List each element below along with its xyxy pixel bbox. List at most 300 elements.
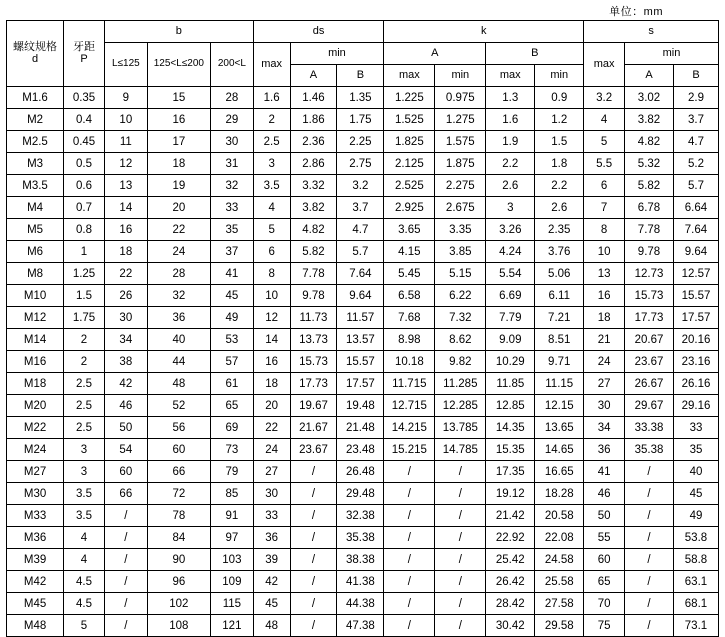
table-cell: 5 [64,615,105,637]
table-cell: 14.785 [435,439,486,461]
table-cell: / [384,615,435,637]
table-cell: 20.67 [625,329,674,351]
table-cell: / [384,549,435,571]
table-cell: 52 [147,395,210,417]
cell-thread-spec: M1.6 [7,87,64,109]
table-cell: 1.75 [64,307,105,329]
table-cell: 1 [64,241,105,263]
table-cell: 10.18 [384,351,435,373]
table-cell: 14 [104,197,147,219]
table-cell: 3.2 [584,87,625,109]
table-cell: 73.1 [673,615,718,637]
table-cell: 4 [64,527,105,549]
table-cell: 9.78 [290,285,337,307]
table-cell: 8 [253,263,290,285]
table-cell: 26.48 [337,461,384,483]
header-k-b: B [486,43,584,65]
table-cell: 15.73 [625,285,674,307]
table-cell: 5.54 [486,263,535,285]
table-cell: 79 [210,461,253,483]
table-row [7,153,719,175]
table-cell: 15.215 [384,439,435,461]
table-cell: 49 [673,505,718,527]
table-cell: 4.5 [64,571,105,593]
table-cell: / [290,461,337,483]
table-cell: 85 [210,483,253,505]
table-row [7,109,719,131]
table-row [7,87,719,109]
table-cell: 13.73 [290,329,337,351]
table-cell: 1.9 [486,131,535,153]
table-cell: 0.7 [64,197,105,219]
table-cell: 18.28 [535,483,584,505]
table-cell: 40 [673,461,718,483]
table-cell: 9.09 [486,329,535,351]
table-cell: 26.16 [673,373,718,395]
table-cell: 2.6 [535,197,584,219]
table-cell: 7.78 [625,219,674,241]
table-cell: 16 [147,109,210,131]
header-k-a-max: max [384,65,435,87]
table-cell: 2.525 [384,175,435,197]
table-cell: 108 [147,615,210,637]
table-cell: / [384,505,435,527]
table-cell: / [625,593,674,615]
table-cell: 36 [253,527,290,549]
table-cell: 1.35 [337,87,384,109]
table-cell: 8.98 [384,329,435,351]
table-cell: 38 [104,351,147,373]
header-group-k: k [384,21,584,43]
table-cell: 15.57 [337,351,384,373]
header-s-min-b: B [673,65,718,87]
table-cell: 11.285 [435,373,486,395]
table-cell: 1.825 [384,131,435,153]
table-cell: 2.2 [535,175,584,197]
table-cell: 3.85 [435,241,486,263]
table-cell: 2.5 [253,131,290,153]
table-cell: 29.16 [673,395,718,417]
table-cell: 5.15 [435,263,486,285]
table-cell: 36 [147,307,210,329]
table-cell: 121 [210,615,253,637]
table-cell: 2 [64,329,105,351]
table-cell: 23.16 [673,351,718,373]
table-cell: 66 [147,461,210,483]
table-cell: 17.35 [486,461,535,483]
table-cell: 8.62 [435,329,486,351]
table-cell: 46 [104,395,147,417]
table-cell: 11.57 [337,307,384,329]
cell-thread-spec: M33 [7,505,64,527]
table-cell: 2.5 [64,373,105,395]
table-cell: / [290,571,337,593]
table-cell: 14.215 [384,417,435,439]
table-cell: 24 [584,351,625,373]
table-cell: 24 [147,241,210,263]
table-cell: 7.21 [535,307,584,329]
cell-thread-spec: M16 [7,351,64,373]
header-s-min: min [625,43,719,65]
table-cell: 2 [64,351,105,373]
table-cell: 26.67 [625,373,674,395]
table-cell: 2.86 [290,153,337,175]
table-cell: / [625,549,674,571]
cell-thread-spec: M2 [7,109,64,131]
table-cell: 30 [584,395,625,417]
table-cell: 20 [147,197,210,219]
table-row [7,263,719,285]
table-cell: / [290,483,337,505]
table-cell: 10 [584,241,625,263]
table-cell: 6.78 [625,197,674,219]
table-cell: 12.85 [486,395,535,417]
table-row [7,549,719,571]
table-cell: 55 [584,527,625,549]
table-cell: 32.38 [337,505,384,527]
table-cell: 1.86 [290,109,337,131]
table-cell: 53.8 [673,527,718,549]
table-cell: 46 [584,483,625,505]
header-group-b: b [104,21,253,43]
table-cell: 28 [147,263,210,285]
table-cell: 9 [104,87,147,109]
table-cell: 4.7 [673,131,718,153]
table-cell: 33 [253,505,290,527]
table-row [7,527,719,549]
table-body [7,87,719,637]
table-cell: 34 [104,329,147,351]
table-cell: / [104,505,147,527]
header-s-min-a: A [625,65,674,87]
table-cell: 1.3 [486,87,535,109]
table-cell: 22.92 [486,527,535,549]
table-cell: 97 [210,527,253,549]
table-cell: 5.7 [673,175,718,197]
table-cell: 2.75 [337,153,384,175]
table-cell: / [290,593,337,615]
table-cell: 3 [64,461,105,483]
table-cell: 1.25 [64,263,105,285]
table-cell: 7.79 [486,307,535,329]
table-cell: 60 [584,549,625,571]
table-cell: 11 [104,131,147,153]
table-cell: 78 [147,505,210,527]
table-cell: 10 [253,285,290,307]
table-row [7,329,719,351]
table-cell: 16 [253,351,290,373]
table-cell: 28.42 [486,593,535,615]
table-cell: 15.35 [486,439,535,461]
table-cell: 42 [104,373,147,395]
table-cell: 22.08 [535,527,584,549]
table-cell: 57 [210,351,253,373]
table-row [7,197,719,219]
table-cell: 102 [147,593,210,615]
table-cell: 25.58 [535,571,584,593]
table-cell: 115 [210,593,253,615]
table-cell: 35.38 [337,527,384,549]
table-cell: 4 [64,549,105,571]
table-cell: 2.125 [384,153,435,175]
table-cell: 7.78 [290,263,337,285]
header-k-a: A [384,43,486,65]
table-cell: 5.32 [625,153,674,175]
table-cell: 68.1 [673,593,718,615]
table-cell: 37 [210,241,253,263]
table-cell: 10 [104,109,147,131]
table-cell: 20.16 [673,329,718,351]
table-cell: 5 [253,219,290,241]
table-cell: 11.85 [486,373,535,395]
table-cell: 21.48 [337,417,384,439]
table-cell: 3.32 [290,175,337,197]
table-cell: 5.2 [673,153,718,175]
table-cell: 3.7 [673,109,718,131]
table-cell: / [625,571,674,593]
table-cell: 31 [210,153,253,175]
table-cell: 6 [253,241,290,263]
table-cell: 36 [584,439,625,461]
table-cell: 21.67 [290,417,337,439]
table-cell: 2.925 [384,197,435,219]
header-s-max: max [584,43,625,87]
header-k-a-min: min [435,65,486,87]
cell-thread-spec: M6 [7,241,64,263]
table-cell: 16.65 [535,461,584,483]
table-cell: 0.4 [64,109,105,131]
table-cell: 18 [584,307,625,329]
table-cell: 91 [210,505,253,527]
table-cell: 13 [104,175,147,197]
table-cell: 13.57 [337,329,384,351]
table-cell: 29.67 [625,395,674,417]
table-cell: 14.35 [486,417,535,439]
table-cell: 56 [147,417,210,439]
table-cell: 0.8 [64,219,105,241]
header-ds-min-a: A [290,65,337,87]
table-cell: 22 [147,219,210,241]
header-group-s: s [584,21,719,43]
table-row [7,395,719,417]
table-cell: 44.38 [337,593,384,615]
table-cell: / [384,483,435,505]
table-cell: / [104,549,147,571]
cell-thread-spec: M4 [7,197,64,219]
table-row [7,241,719,263]
cell-thread-spec: M22 [7,417,64,439]
table-cell: 13 [584,263,625,285]
table-cell: 3.65 [384,219,435,241]
table-cell: / [384,527,435,549]
table-cell: 13.65 [535,417,584,439]
table-cell: 7.64 [673,219,718,241]
table-cell: / [435,505,486,527]
table-cell: 11.715 [384,373,435,395]
header-b-l200: 200<L [210,43,253,87]
table-cell: 47.38 [337,615,384,637]
table-cell: 1.6 [253,87,290,109]
table-cell: / [625,483,674,505]
table-cell: 4 [253,197,290,219]
table-row [7,351,719,373]
table-cell: 6.22 [435,285,486,307]
table-cell: 12.57 [673,263,718,285]
table-cell: 9.71 [535,351,584,373]
table-cell: / [625,527,674,549]
table-cell: 3 [64,439,105,461]
table-row [7,461,719,483]
table-cell: / [290,549,337,571]
table-cell: 14 [253,329,290,351]
table-cell: 4.15 [384,241,435,263]
table-cell: 1.875 [435,153,486,175]
table-cell: 9.78 [625,241,674,263]
header-pitch: 牙距 P [64,21,105,87]
cell-thread-spec: M3 [7,153,64,175]
table-cell: 10.29 [486,351,535,373]
table-cell: 23.48 [337,439,384,461]
table-cell: 18 [253,373,290,395]
table-cell: 2.5 [64,417,105,439]
table-cell: 30 [210,131,253,153]
table-cell: 41 [584,461,625,483]
table-cell: / [384,461,435,483]
table-cell: 1.8 [535,153,584,175]
table-cell: 12.15 [535,395,584,417]
table-cell: 17.73 [290,373,337,395]
table-row [7,571,719,593]
table-cell: 48 [147,373,210,395]
table-cell: 1.6 [486,109,535,131]
table-cell: 3.35 [435,219,486,241]
table-cell: 41 [210,263,253,285]
table-cell: 6.69 [486,285,535,307]
table-cell: 2.5 [64,395,105,417]
table-cell: 96 [147,571,210,593]
table-cell: 27.58 [535,593,584,615]
table-cell: 0.5 [64,153,105,175]
table-cell: 9.82 [435,351,486,373]
table-cell: 75 [584,615,625,637]
table-cell: 4.82 [290,219,337,241]
table-cell: / [104,571,147,593]
header-ds-min: min [290,43,384,65]
table-cell: 28 [210,87,253,109]
table-cell: 6.64 [673,197,718,219]
header-b-l125-200: 125<L≤200 [147,43,210,87]
table-cell: 1.225 [384,87,435,109]
table-cell: 7.64 [337,263,384,285]
table-cell: 73 [210,439,253,461]
table-row [7,219,719,241]
table-row [7,483,719,505]
table-cell: 39 [253,549,290,571]
cell-thread-spec: M36 [7,527,64,549]
table-cell: 2.2 [486,153,535,175]
table-cell: 15.73 [290,351,337,373]
table-cell: 17.73 [625,307,674,329]
table-cell: 60 [104,461,147,483]
table-cell: 3.82 [290,197,337,219]
table-cell: 33.38 [625,417,674,439]
cell-thread-spec: M8 [7,263,64,285]
table-cell: 6.11 [535,285,584,307]
table-cell: 0.35 [64,87,105,109]
table-cell: 19 [147,175,210,197]
table-row [7,593,719,615]
table-cell: 45 [210,285,253,307]
header-thread-spec: 螺纹规格 d [7,21,64,87]
table-cell: 1.75 [337,109,384,131]
table-cell: 1.275 [435,109,486,131]
table-header [7,21,719,87]
cell-thread-spec: M2.5 [7,131,64,153]
table-cell: 27 [584,373,625,395]
table-cell: / [625,615,674,637]
table-cell: 90 [147,549,210,571]
table-cell: / [435,527,486,549]
table-cell: 63.1 [673,571,718,593]
table-cell: 0.9 [535,87,584,109]
table-cell: 45 [253,593,290,615]
table-cell: 1.5 [64,285,105,307]
table-cell: 29.58 [535,615,584,637]
header-row-1 [7,21,719,43]
table-cell: 0.6 [64,175,105,197]
table-cell: 18 [147,153,210,175]
table-row [7,505,719,527]
table-cell: 2.275 [435,175,486,197]
table-row [7,439,719,461]
table-cell: 9.64 [337,285,384,307]
table-cell: 72 [147,483,210,505]
table-cell: 0.45 [64,131,105,153]
table-cell: 5.82 [625,175,674,197]
table-cell: 61 [210,373,253,395]
table-cell: 24.58 [535,549,584,571]
table-cell: 17.57 [337,373,384,395]
table-cell: / [384,593,435,615]
table-cell: 20.58 [535,505,584,527]
table-cell: 23.67 [290,439,337,461]
table-cell: 9.64 [673,241,718,263]
table-cell: 2.6 [486,175,535,197]
table-cell: 3 [253,153,290,175]
table-cell: 3.5 [64,483,105,505]
table-cell: 33 [673,417,718,439]
table-cell: 19.12 [486,483,535,505]
table-cell: 109 [210,571,253,593]
table-cell: / [104,593,147,615]
table-cell: 3.02 [625,87,674,109]
table-cell: / [435,461,486,483]
unit-note: 单位：mm [609,6,663,18]
table-row [7,373,719,395]
table-cell: 3.82 [625,109,674,131]
table-cell: 53 [210,329,253,351]
table-cell: / [435,571,486,593]
table-cell: 8.51 [535,329,584,351]
table-cell: 30 [253,483,290,505]
table-cell: / [290,505,337,527]
table-cell: 6.58 [384,285,435,307]
table-cell: 35.38 [625,439,674,461]
table-cell: 4.7 [337,219,384,241]
cell-thread-spec: M30 [7,483,64,505]
cell-thread-spec: M14 [7,329,64,351]
table-row [7,615,719,637]
